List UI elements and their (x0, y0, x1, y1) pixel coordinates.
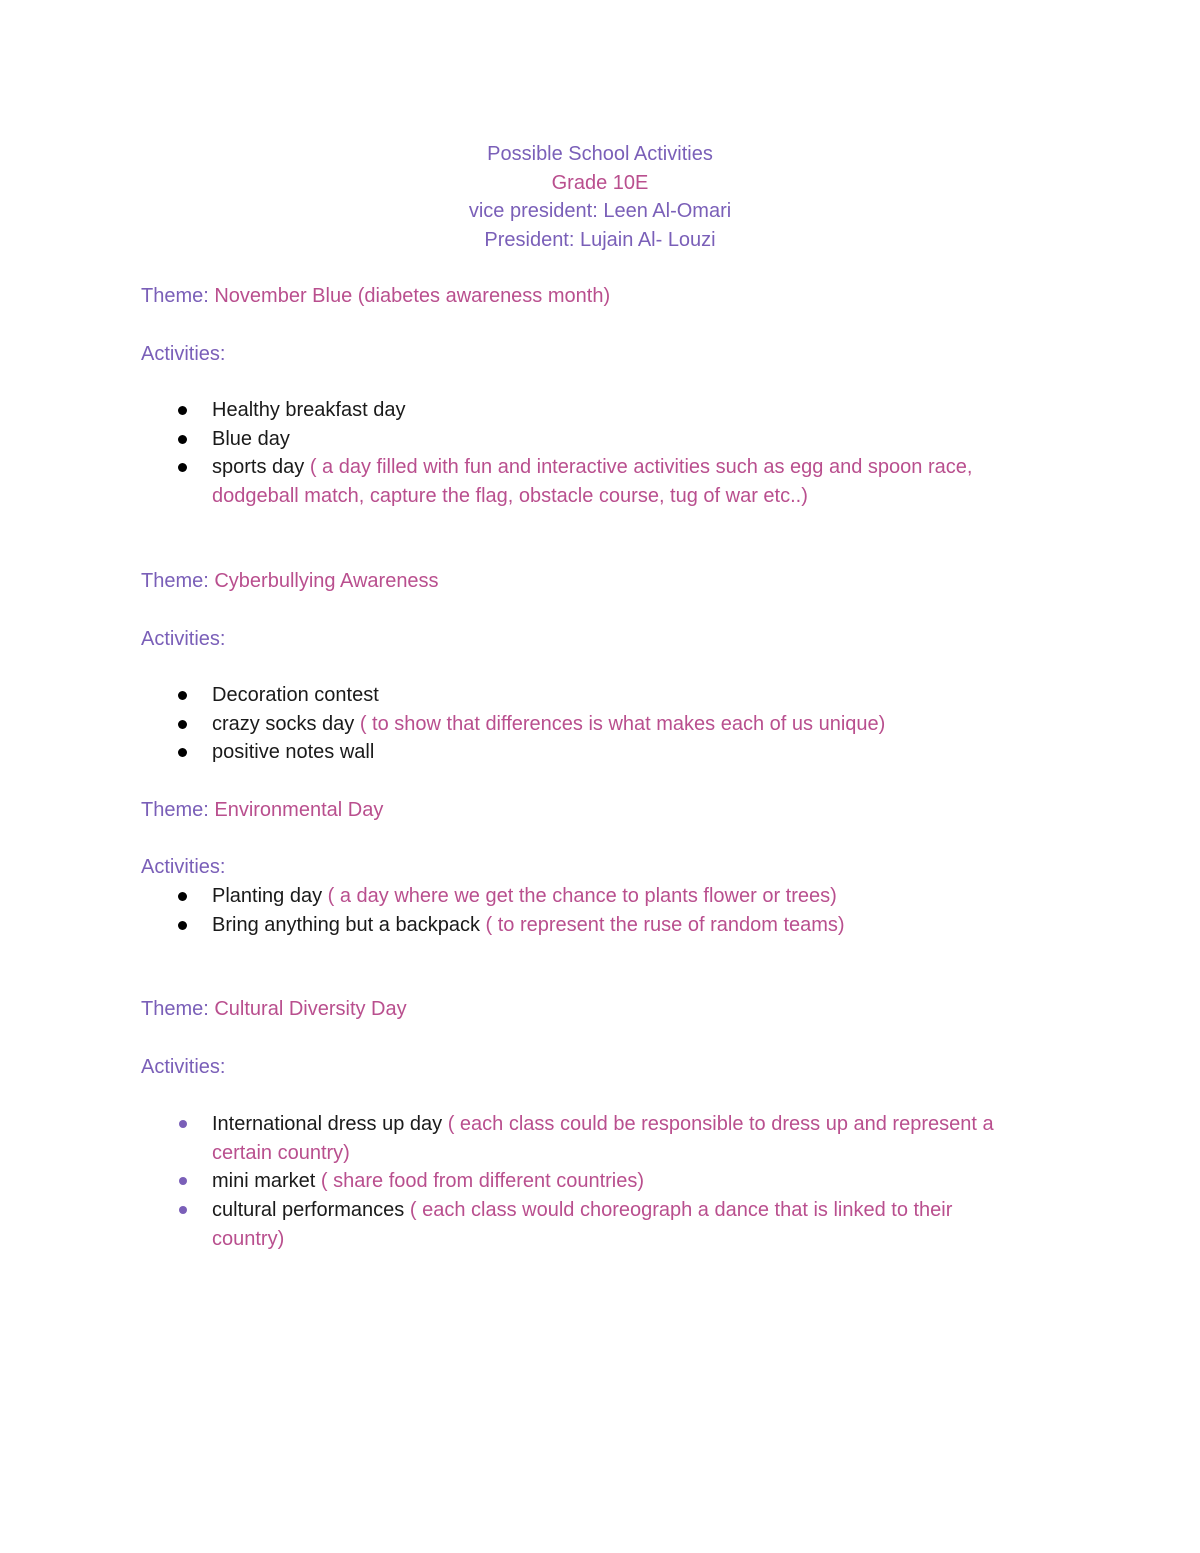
theme-label: Theme: (141, 285, 215, 307)
bullet-icon (178, 435, 187, 444)
item-note: ( to show that differences is what makes each of us unique) (354, 712, 886, 735)
bullet-icon (179, 1120, 187, 1128)
president-line: President: Lujain Al- Louzi (484, 229, 716, 252)
vice-president-line: vice president: Leen Al-Omari (468, 200, 732, 223)
theme-label: Theme: (141, 570, 215, 592)
list-item: sports day ( a day filled with fun and interactive activities such as egg and spoon race, dodgeball match, capture the flag, obstacle course, tug of war etc..) (0, 453, 972, 510)
theme-label: Theme: (141, 799, 215, 821)
theme-label: Theme: (141, 998, 215, 1020)
item-note: ( to represent the ruse of random teams) (479, 913, 845, 936)
list-item: Healthy breakfast day (0, 396, 972, 425)
theme-name: November Blue (diabetes awareness month) (214, 285, 611, 307)
list-item: International dress up day ( each class could be responsible to dress up and represent a certain country) (0, 1110, 994, 1167)
list-item: Planting day ( a day where we get the chance to plants flower or trees) (0, 882, 845, 911)
bullet-icon (178, 406, 187, 415)
item-note: ( each class could be responsible to dress up and represent a (442, 1113, 994, 1135)
bullet-icon (178, 921, 187, 930)
activities-list (0, 882, 845, 939)
activities-list (0, 681, 885, 767)
grade-line: Grade 10E (551, 171, 649, 194)
bullet-icon (178, 720, 187, 729)
item-note: ( share food from different countries) (315, 1170, 645, 1193)
bullet-icon (178, 691, 187, 700)
document-title: Possible School Activities (487, 143, 713, 165)
list-item: Bring anything but a backpack ( to represent the ruse of random teams) (0, 911, 845, 940)
theme-name: Cultural Diversity Day (214, 998, 407, 1020)
item-note-continued: country) (212, 1227, 285, 1250)
list-item: Blue day (0, 425, 972, 454)
bullet-icon (179, 1206, 187, 1214)
activities-label: Activities: (141, 343, 226, 365)
theme-heading (141, 796, 383, 824)
theme-name: Environmental Day (214, 799, 384, 821)
item-note-continued: certain country) (212, 1141, 350, 1164)
activities-list (0, 1110, 994, 1254)
bullet-icon (178, 463, 187, 472)
list-item: cultural performances ( each class would choreograph a dance that is linked to their country) (0, 1196, 994, 1253)
theme-heading (141, 567, 439, 595)
activities-label: Activities: (141, 856, 226, 878)
bullet-icon (179, 1177, 187, 1185)
activities-label: Activities: (141, 1056, 226, 1078)
item-note: ( a day filled with fun and interactive activities such as egg and spoon race, (304, 456, 973, 479)
activities-list (0, 396, 972, 511)
list-item: crazy socks day ( to show that differences is what makes each of us unique) (0, 710, 885, 739)
document-header (0, 140, 1200, 255)
list-item: mini market ( share food from different countries) (0, 1167, 994, 1196)
theme-name: Cyberbullying Awareness (214, 570, 439, 592)
bullet-icon (178, 748, 187, 757)
activities-label: Activities: (141, 628, 226, 650)
bullet-icon (178, 892, 187, 901)
item-note: ( a day where we get the chance to plants flower or trees) (322, 885, 837, 907)
theme-heading (141, 995, 407, 1023)
list-item: positive notes wall (0, 738, 885, 767)
item-note-continued: dodgeball match, capture the flag, obstacle course, tug of war etc..) (212, 485, 808, 508)
list-item: Decoration contest (0, 681, 885, 710)
item-note: ( each class would choreograph a dance that is linked to their (404, 1199, 953, 1222)
theme-heading (141, 282, 610, 310)
